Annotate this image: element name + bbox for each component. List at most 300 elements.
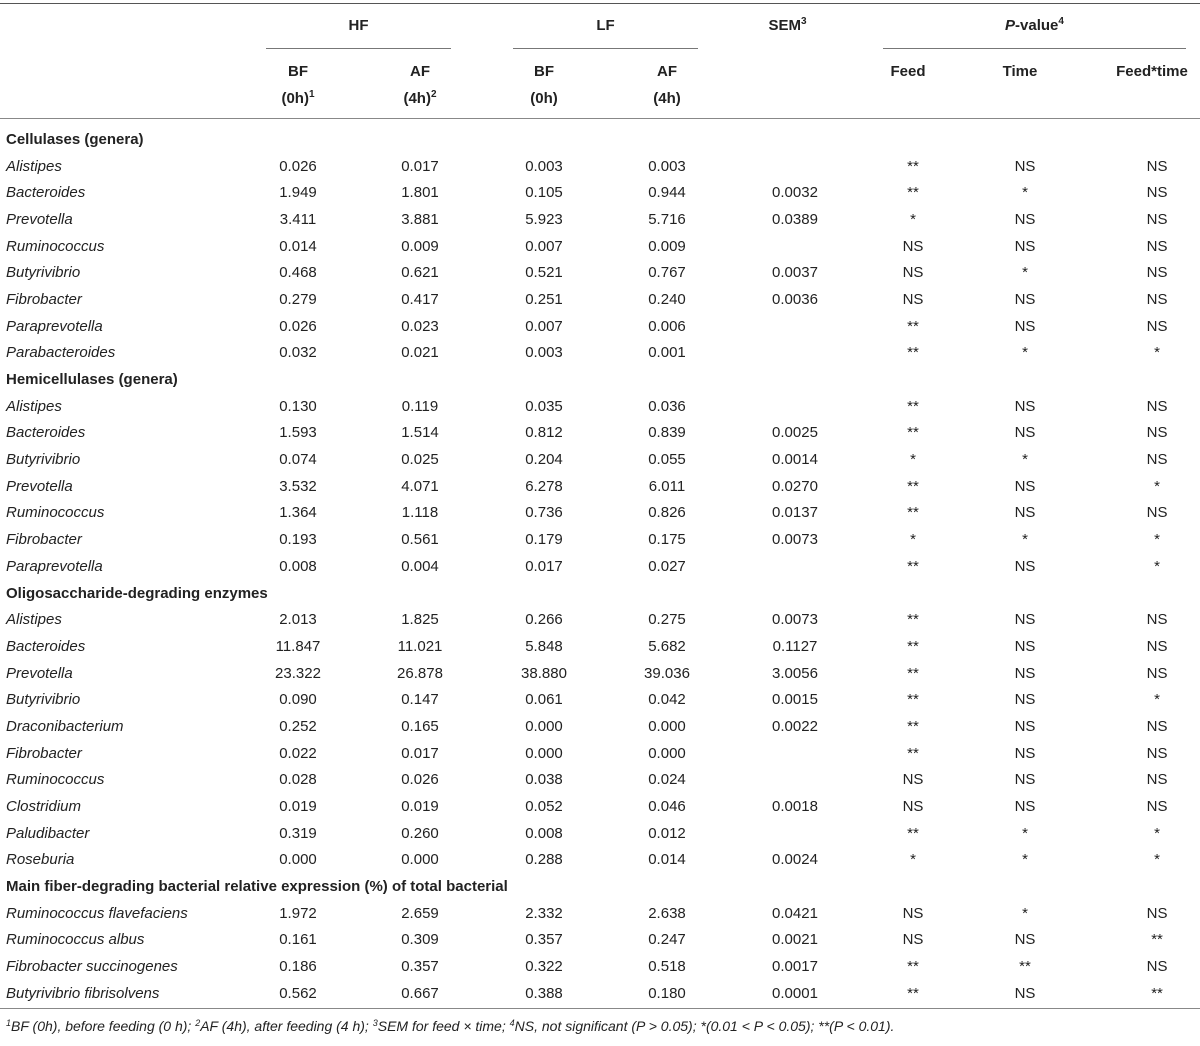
table-cell: 3.411 <box>279 210 317 228</box>
table-cell: 0.944 <box>648 184 686 202</box>
row-label: Prevotella <box>6 664 73 682</box>
table-row <box>0 927 1200 954</box>
spacer-cell <box>707 179 755 206</box>
spacer-cell <box>963 206 975 233</box>
spacer-cell <box>835 393 863 420</box>
spacer-cell <box>338 820 380 847</box>
spacer-cell <box>707 500 755 527</box>
footnote-text-3: SEM for feed × time; <box>377 1018 510 1034</box>
spacer-cell <box>460 606 504 633</box>
table-cell: 0.357 <box>401 958 439 976</box>
header-bottom-rule <box>0 118 1200 119</box>
spacer-cell <box>707 927 755 954</box>
spacer-cell <box>835 259 863 286</box>
table-cell: 0.0073 <box>772 611 818 629</box>
spacer-cell <box>707 526 755 553</box>
row-label: Fibrobacter succinogenes <box>6 958 178 976</box>
spacer-cell <box>835 686 863 713</box>
table-cell: 0.028 <box>279 771 317 789</box>
table-row <box>0 793 1200 820</box>
table-cell: 0.019 <box>279 798 317 816</box>
table-row <box>0 713 1200 740</box>
table-cell: NS <box>1014 317 1036 335</box>
footnote-sup-1: 1 <box>6 1018 12 1028</box>
spacer-cell <box>707 446 755 473</box>
table-cell: 0.521 <box>525 264 563 282</box>
section-title: Cellulases (genera) <box>6 130 144 148</box>
header-pvalue <box>883 17 1186 35</box>
spacer-cell <box>963 420 975 447</box>
spacer-cell <box>963 713 975 740</box>
row-label: Prevotella <box>6 477 73 495</box>
table-cell: 0.119 <box>401 397 439 415</box>
spacer-cell <box>460 286 504 313</box>
spacer-cell <box>963 313 975 340</box>
top-rule <box>0 3 1200 4</box>
table-cell: NS <box>1146 664 1168 682</box>
table-row <box>0 393 1200 420</box>
hf-bf-sub <box>258 90 338 108</box>
table-cell: NS <box>1146 744 1168 762</box>
spacer-cell <box>460 686 504 713</box>
header-hf-af <box>380 63 460 108</box>
table-cell: NS <box>1014 397 1036 415</box>
spacer-cell <box>338 286 380 313</box>
table-cell: 0.027 <box>648 557 686 575</box>
spacer-cell <box>338 606 380 633</box>
table-cell: * <box>1154 851 1160 869</box>
spacer-cell <box>460 660 504 687</box>
table-cell: 0.014 <box>648 851 686 869</box>
spacer-cell <box>963 820 975 847</box>
spacer-cell <box>338 179 380 206</box>
spacer-cell <box>963 526 975 553</box>
table-cell <box>755 233 835 260</box>
table-cell: 0.026 <box>279 317 317 335</box>
header-lf: LF <box>596 17 615 34</box>
spacer-cell <box>584 767 627 794</box>
spacer-cell <box>707 153 755 180</box>
table-cell: 0.161 <box>279 931 317 949</box>
table-cell: 5.716 <box>648 210 686 228</box>
table-cell: 0.007 <box>525 317 563 335</box>
table-cell: NS <box>902 237 924 255</box>
table-cell: 0.009 <box>648 237 686 255</box>
spacer-cell <box>584 793 627 820</box>
table-cell: 0.180 <box>648 984 686 1002</box>
table-cell: 1.593 <box>279 424 317 442</box>
spacer-cell <box>963 393 975 420</box>
table-body <box>0 126 1200 1007</box>
spacer-cell <box>338 793 380 820</box>
table-cell: ** <box>907 691 919 709</box>
spacer-cell <box>584 633 627 660</box>
lf-bf-label: BF <box>534 63 554 80</box>
table-cell: NS <box>1014 771 1036 789</box>
spacer-cell <box>460 500 504 527</box>
spacer-cell <box>963 767 975 794</box>
spacer-cell <box>963 473 975 500</box>
row-label: Fibrobacter <box>6 744 82 762</box>
row-label: Prevotella <box>6 210 73 228</box>
table-cell: * <box>1022 851 1028 869</box>
spacer-cell <box>963 259 975 286</box>
table-row <box>0 259 1200 286</box>
table-cell: ** <box>907 317 919 335</box>
spacer-cell <box>460 980 504 1007</box>
section-header-row <box>0 366 1200 393</box>
sem-label: SEM <box>768 17 801 34</box>
spacer-cell <box>584 153 627 180</box>
spacer-cell <box>835 340 863 367</box>
spacer-cell <box>963 660 975 687</box>
table-cell: * <box>910 451 916 469</box>
spacer-cell <box>1075 633 1107 660</box>
spacer-cell <box>1075 393 1107 420</box>
hf-rule <box>266 48 451 49</box>
spacer-cell <box>338 927 380 954</box>
spacer-cell <box>584 233 627 260</box>
spacer-cell <box>707 420 755 447</box>
table-cell: 0.736 <box>525 504 563 522</box>
spacer-cell <box>460 820 504 847</box>
table-cell: NS <box>1146 237 1168 255</box>
spacer-cell <box>835 206 863 233</box>
table-row <box>0 686 1200 713</box>
spacer-cell <box>1075 233 1107 260</box>
spacer-cell <box>835 286 863 313</box>
table-cell: ** <box>1019 958 1031 976</box>
spacer-cell <box>338 420 380 447</box>
row-label: Bacteroides <box>6 424 86 442</box>
table-cell: NS <box>1146 290 1168 308</box>
table-cell: NS <box>902 798 924 816</box>
spacer-cell <box>584 179 627 206</box>
spacer-cell <box>835 900 863 927</box>
table-cell: 0.008 <box>279 557 317 575</box>
table-cell: 0.023 <box>401 317 439 335</box>
table-cell: 0.204 <box>525 451 563 469</box>
table-cell <box>755 740 835 767</box>
table-cell: * <box>1022 184 1028 202</box>
table-cell <box>755 340 835 367</box>
table-cell: ** <box>907 958 919 976</box>
row-label: Butyrivibrio <box>6 691 81 709</box>
table-cell: 0.022 <box>279 744 317 762</box>
pvalue-rule <box>883 48 1186 49</box>
table-cell: 0.105 <box>525 184 563 202</box>
table-cell: 0.193 <box>279 531 317 549</box>
table-cell: 0.288 <box>525 851 563 869</box>
table-cell: ** <box>907 984 919 1002</box>
table-cell: 0.319 <box>279 824 317 842</box>
pvalue-rest: -value <box>1015 17 1059 34</box>
hf-af-sup: 2 <box>430 89 437 100</box>
table-cell: 0.046 <box>648 798 686 816</box>
hf-bf-label: BF <box>288 63 308 80</box>
row-label: Ruminococcus flavefaciens <box>6 904 188 922</box>
table-cell: 0.0021 <box>772 931 818 949</box>
lf-af-sub: (4h) <box>653 90 681 107</box>
spacer-cell <box>584 740 627 767</box>
header-hf-bf <box>258 63 338 108</box>
table-cell: 0.008 <box>525 824 563 842</box>
spacer-cell <box>338 313 380 340</box>
table-cell: 23.322 <box>275 664 321 682</box>
table-cell: 0.767 <box>648 264 686 282</box>
spacer-cell <box>584 660 627 687</box>
spacer-cell <box>835 820 863 847</box>
spacer-cell <box>963 740 975 767</box>
spacer-cell <box>835 847 863 874</box>
spacer-cell <box>963 953 975 980</box>
pvalue-p: P <box>1005 17 1016 34</box>
spacer-cell <box>460 259 504 286</box>
spacer-cell <box>963 553 975 580</box>
hf-af-label: AF <box>410 63 430 80</box>
pvalue-sup: 4 <box>1058 16 1064 27</box>
spacer-cell <box>338 553 380 580</box>
row-label: Butyrivibrio fibrisolvens <box>6 984 160 1002</box>
table-cell: 0.014 <box>279 237 317 255</box>
spacer-cell <box>338 153 380 180</box>
spacer-cell <box>1075 980 1107 1007</box>
spacer-cell <box>460 473 504 500</box>
footnote-sup-4: 4 <box>509 1018 515 1028</box>
row-label: Alistipes <box>6 611 62 629</box>
spacer-cell <box>707 233 755 260</box>
table-cell: 0.0022 <box>772 717 818 735</box>
spacer-cell <box>963 153 975 180</box>
spacer-cell <box>584 500 627 527</box>
spacer-cell <box>835 606 863 633</box>
table-cell: ** <box>1151 984 1163 1002</box>
table-cell: 0.026 <box>279 157 317 175</box>
row-label: Draconibacterium <box>6 717 124 735</box>
table-cell: NS <box>1146 451 1168 469</box>
row-label: Ruminococcus <box>6 237 105 255</box>
spacer-cell <box>338 900 380 927</box>
table-cell: 5.848 <box>525 637 563 655</box>
spacer-cell <box>460 446 504 473</box>
table-cell: NS <box>1146 958 1168 976</box>
table-cell: 0.000 <box>401 851 439 869</box>
table-cell: 0.038 <box>525 771 563 789</box>
spacer-cell <box>1075 686 1107 713</box>
table-cell: * <box>1022 264 1028 282</box>
table-cell: NS <box>1146 424 1168 442</box>
spacer-cell <box>338 847 380 874</box>
header-hf: HF <box>348 17 369 34</box>
spacer-cell <box>338 446 380 473</box>
table-cell: 5.682 <box>648 637 686 655</box>
table-cell: NS <box>1014 931 1036 949</box>
header-sem <box>745 17 830 35</box>
spacer-cell <box>707 340 755 367</box>
table-row <box>0 446 1200 473</box>
table-cell <box>755 767 835 794</box>
table-cell: 1.364 <box>279 504 317 522</box>
table-cell: 0.0270 <box>772 477 818 495</box>
table-cell: 0.012 <box>648 824 686 842</box>
spacer-cell <box>584 980 627 1007</box>
section-header-row <box>0 873 1200 900</box>
table-cell: * <box>910 531 916 549</box>
table-row <box>0 473 1200 500</box>
table-row <box>0 206 1200 233</box>
spacer-cell <box>584 526 627 553</box>
spacer-cell <box>338 233 380 260</box>
table-cell: NS <box>1014 984 1036 1002</box>
table-cell: NS <box>1146 210 1168 228</box>
data-table <box>0 126 1200 1007</box>
table-cell: 0.021 <box>401 344 439 362</box>
table-cell: 11.847 <box>275 637 321 655</box>
spacer-cell <box>835 980 863 1007</box>
footnote-text-4: NS, not significant (P > 0.05); *(0.01 < P < 0.05); **(P < 0.01). <box>514 1018 895 1034</box>
spacer-cell <box>707 900 755 927</box>
spacer-cell <box>460 793 504 820</box>
spacer-cell <box>338 340 380 367</box>
table-cell: 6.011 <box>648 477 686 495</box>
table-row <box>0 500 1200 527</box>
row-label: Ruminococcus albus <box>6 931 145 949</box>
spacer-cell <box>1075 900 1107 927</box>
table-cell: 0.309 <box>401 931 439 949</box>
table-cell: 0.003 <box>648 157 686 175</box>
spacer-cell <box>1075 606 1107 633</box>
spacer-cell <box>835 713 863 740</box>
spacer-cell <box>584 206 627 233</box>
table-cell: 2.332 <box>525 904 563 922</box>
table-cell: 0.061 <box>525 691 563 709</box>
section-header-row <box>0 126 1200 153</box>
table-cell: NS <box>1014 237 1036 255</box>
table-cell: ** <box>907 157 919 175</box>
table-cell: ** <box>907 824 919 842</box>
header-lf-bf <box>504 63 584 108</box>
spacer-cell <box>1075 420 1107 447</box>
table-cell: NS <box>1014 157 1036 175</box>
table-cell: 0.0001 <box>772 984 818 1002</box>
spacer-cell <box>835 660 863 687</box>
spacer-cell <box>835 793 863 820</box>
spacer-cell <box>584 847 627 874</box>
table-cell: 1.514 <box>401 424 439 442</box>
table-row <box>0 820 1200 847</box>
spacer-cell <box>835 179 863 206</box>
table-row <box>0 179 1200 206</box>
table-cell: ** <box>907 557 919 575</box>
table-row <box>0 633 1200 660</box>
row-label: Fibrobacter <box>6 290 82 308</box>
spacer-cell <box>460 633 504 660</box>
table-cell: 0.000 <box>648 717 686 735</box>
table-cell: 0.0014 <box>772 451 818 469</box>
table-cell: 0.009 <box>401 237 439 255</box>
table-cell: 0.0073 <box>772 531 818 549</box>
table-row <box>0 980 1200 1007</box>
table-cell: 4.071 <box>401 477 439 495</box>
table-cell: 0.0421 <box>772 904 818 922</box>
table-cell: 0.322 <box>525 958 563 976</box>
spacer-cell <box>707 259 755 286</box>
table-cell: 1.801 <box>401 184 439 202</box>
spacer-cell <box>584 606 627 633</box>
spacer-cell <box>1075 767 1107 794</box>
table-row <box>0 660 1200 687</box>
table-cell: 26.878 <box>397 664 443 682</box>
table-cell: ** <box>907 717 919 735</box>
spacer-cell <box>835 526 863 553</box>
spacer-cell <box>707 740 755 767</box>
spacer-cell <box>1075 206 1107 233</box>
spacer-cell <box>1075 953 1107 980</box>
spacer-cell <box>707 660 755 687</box>
table-cell: 0.247 <box>648 931 686 949</box>
spacer-cell <box>584 286 627 313</box>
spacer-cell <box>1075 793 1107 820</box>
table-cell: 2.638 <box>648 904 686 922</box>
table-cell: 0.186 <box>279 958 317 976</box>
table-cell: NS <box>1146 317 1168 335</box>
table-cell: * <box>1154 344 1160 362</box>
spacer-cell <box>460 233 504 260</box>
table-cell: NS <box>1014 290 1036 308</box>
spacer-cell <box>1075 927 1107 954</box>
spacer-cell <box>707 206 755 233</box>
table-cell: 1.118 <box>401 504 439 522</box>
table-cell: NS <box>902 290 924 308</box>
spacer-cell <box>963 633 975 660</box>
table-cell: * <box>1022 904 1028 922</box>
spacer-cell <box>963 793 975 820</box>
table-cell: 0.007 <box>525 237 563 255</box>
spacer-cell <box>584 473 627 500</box>
spacer-cell <box>584 340 627 367</box>
spacer-cell <box>1075 446 1107 473</box>
table-cell: * <box>1154 531 1160 549</box>
table-cell: * <box>1022 451 1028 469</box>
table-cell: NS <box>902 931 924 949</box>
table-cell: 0.260 <box>401 824 439 842</box>
table-cell: 0.003 <box>525 157 563 175</box>
section-title: Main fiber-degrading bacterial relative expression (%) of total bacterial <box>6 878 508 896</box>
footnote-text-2: AF (4h), after feeding (4 h); <box>200 1018 373 1034</box>
spacer-cell <box>460 526 504 553</box>
table-cell: NS <box>902 264 924 282</box>
spacer-cell <box>1075 153 1107 180</box>
spacer-cell <box>707 313 755 340</box>
table-row <box>0 313 1200 340</box>
spacer-cell <box>338 980 380 1007</box>
spacer-cell <box>835 420 863 447</box>
bottom-rule <box>0 1008 1200 1009</box>
row-label: Ruminococcus <box>6 771 105 789</box>
spacer-cell <box>338 740 380 767</box>
spacer-cell <box>338 206 380 233</box>
table-cell: 0.147 <box>401 691 439 709</box>
spacer-cell <box>707 686 755 713</box>
table-cell: 0.388 <box>525 984 563 1002</box>
spacer-cell <box>835 633 863 660</box>
spacer-cell <box>707 393 755 420</box>
table-cell: ** <box>1151 931 1163 949</box>
table-cell: NS <box>1146 717 1168 735</box>
table-cell: NS <box>902 771 924 789</box>
table-row <box>0 953 1200 980</box>
table-cell: 0.839 <box>648 424 686 442</box>
